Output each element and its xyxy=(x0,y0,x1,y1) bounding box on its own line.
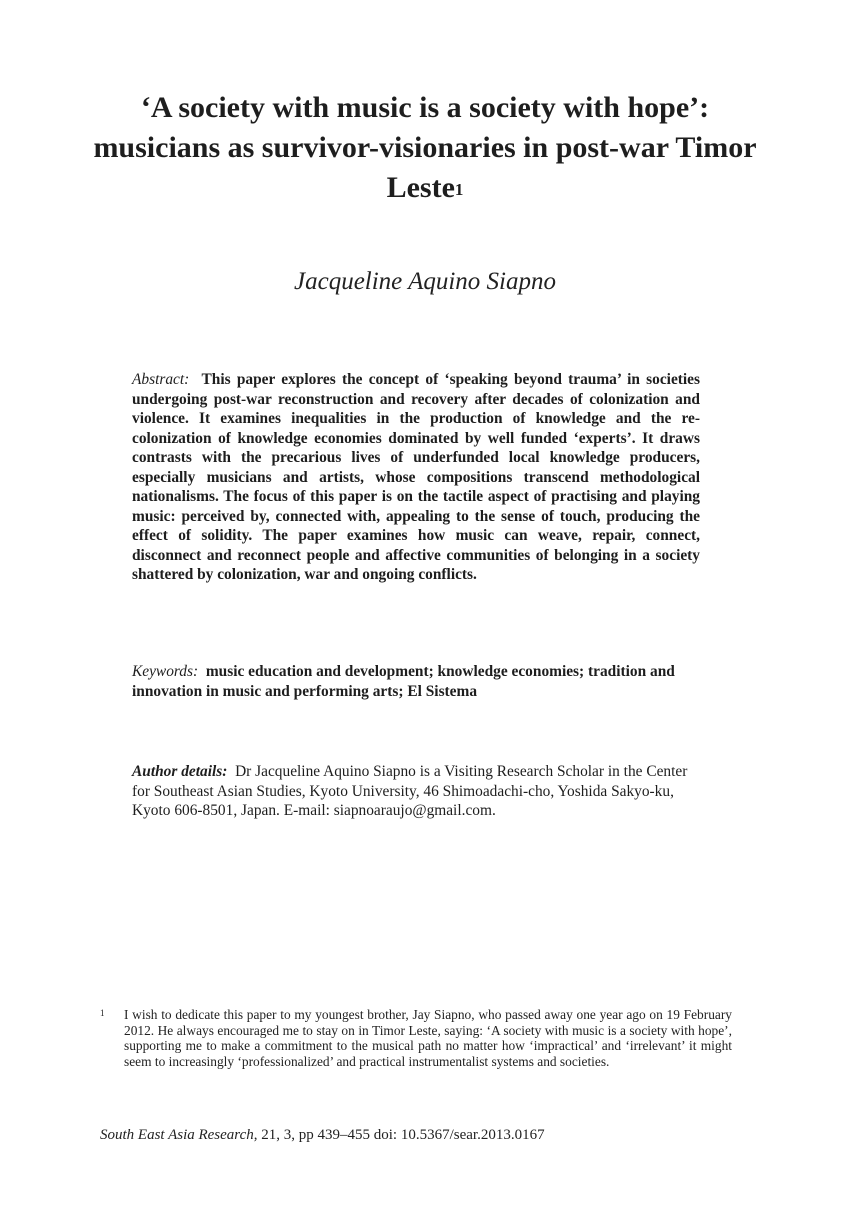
title-footnote-ref[interactable]: 1 xyxy=(454,180,464,199)
footnote-mark: 1 xyxy=(100,1008,105,1018)
citation-details: , 21, 3, pp 439–455 doi: 10.5367/sear.2013.0167 xyxy=(253,1127,545,1143)
abstract-text: This paper explores the concept of ‘speaking beyond trauma’ in societies undergoing post-war reconstruction and recovery after decades of colonization and violence. It examines inequalities in the production of knowledge and the re-colonization of knowledge economies dominated by well funded ‘experts’. It draws contrasts with the precarious lives of underfunded local knowledge producers, especially musicians and artists, whose compositions transcend methodological nationalisms. The focus of this paper is on the tactile aspect of practising and playing music: perceived by, connected with, appealing to the sense of touch, producing the effect of solidity. The paper examines how music can weave, repair, connect, disconnect and reconnect people and affective communities of belonging in a society shattered by colonization, war and ongoing conflicts. xyxy=(132,371,701,583)
keywords-text: music education and development; knowledge economies; tradition and innovation in music and performing arts; El Sistema xyxy=(132,663,675,700)
journal-name: South East Asia Research xyxy=(100,1127,254,1143)
abstract xyxy=(132,370,700,585)
title-text: ‘A society with music is a society with hope’: musicians as survivor-visionaries in post-war Timor Leste xyxy=(93,91,757,204)
author-details xyxy=(132,762,700,821)
author-name: Jacqueline Aquino Siapno xyxy=(294,268,556,295)
footnote xyxy=(100,1007,732,1069)
keywords xyxy=(132,662,700,701)
footnote-text: I wish to dedicate this paper to my youngest brother, Jay Siapno, who passed away one year ago on 19 February 2012. He always encouraged me to stay on in Timor Leste, saying: ‘A society with music is a society with hope’, supporting me to make a commitment to the musical path no matter how ‘impractical’ and ‘irrelevant’ it might seem to increasingly ‘professionalized’ and practical instrumentalist systems and societies. xyxy=(124,1007,732,1069)
author-details-label: Author details: xyxy=(132,763,228,780)
paper-title xyxy=(80,88,770,208)
author-details-text: Dr Jacqueline Aquino Siapno is a Visiting Research Scholar in the Center for Southeast Asian Studies, Kyoto University, 46 Shimoadachi-cho, Yoshida Sakyo-ku, Kyoto 606-8501, Japan. E-mail: siapnoaraujo@gmail.com. xyxy=(132,763,688,819)
abstract-label: Abstract: xyxy=(132,371,190,388)
keywords-label: Keywords: xyxy=(132,663,199,680)
journal-citation xyxy=(100,1126,750,1144)
